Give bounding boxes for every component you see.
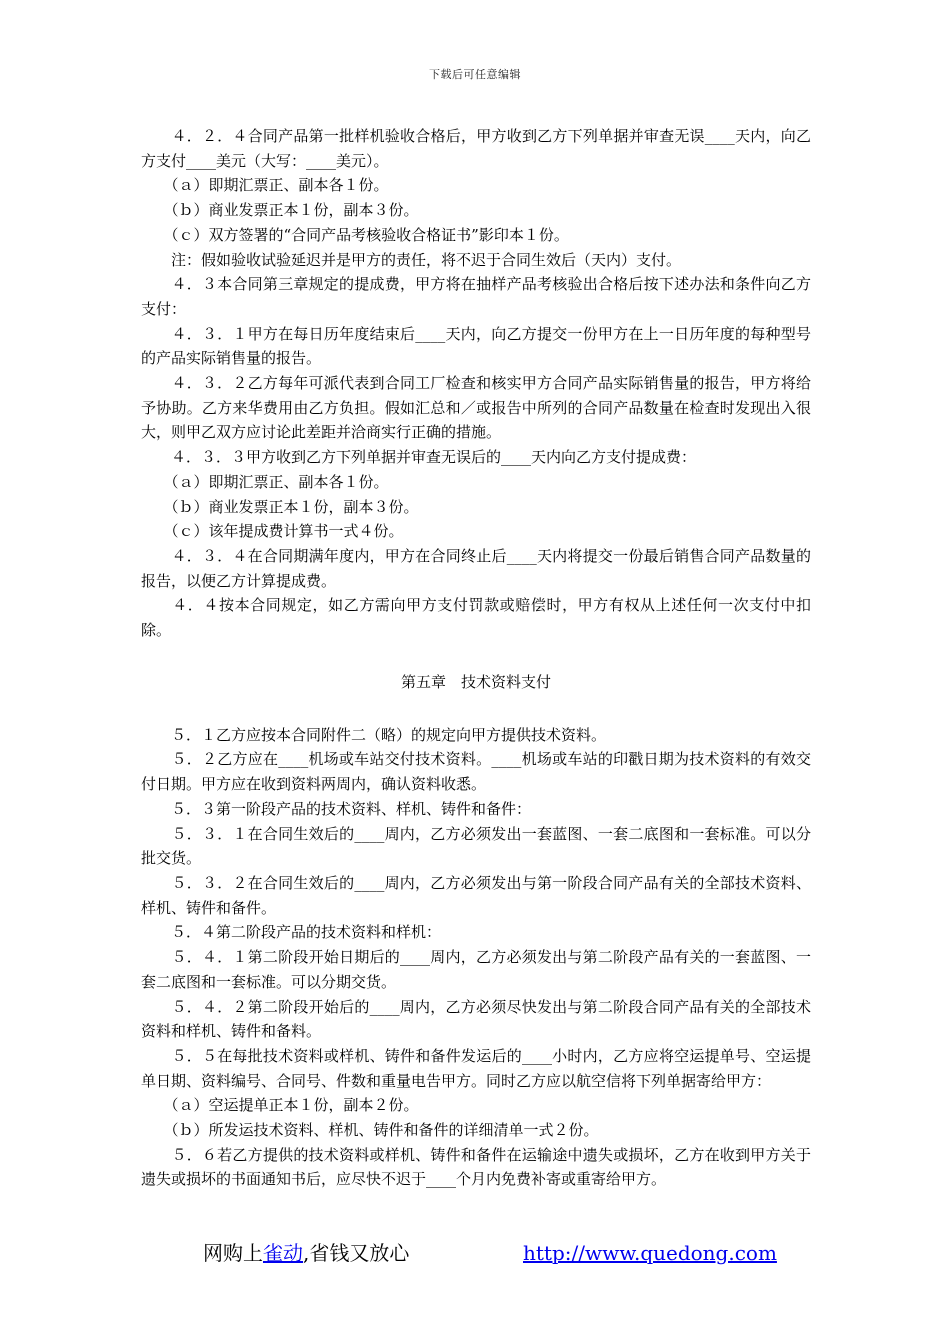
paragraph: ５．６若乙方提供的技术资料或样机、铸件和备件在运输途中遗失或损坏，乙方在收到甲方关于遗失或损坏的书面通知书后，应尽快不迟于____个月内免费补寄或重寄给甲方。 [141,1145,811,1189]
paragraph: （ａ）空运提单正本１份，副本２份。 [141,1096,419,1115]
paragraph: 注：假如验收试验延迟并是甲方的责任，将不迟于合同生效后（天内）支付。 [141,250,682,269]
paragraph: ５．３．１在合同生效后的____周内，乙方必须发出一套蓝图、一套二底图和一套标准。可以分批交货。 [141,824,811,868]
paragraph: ４．２．４合同产品第一批样机验收合格后，甲方收到乙方下列单据并审查无误____天内，向乙方支付____美元（大写：____美元）。 [141,127,811,170]
paragraph: ５．４．１第二阶段开始日期后的____周内，乙方必须发出与第二阶段产品有关的一套蓝图、一套二底图和一套标准。可以分期交货。 [141,948,811,991]
paragraph: ５．２乙方应在____机场或车站交付技术资料。____机场或车站的印戳日期为技术资料的有效交付日期。甲方应在收到资料两周内，确认资料收悉。 [141,750,811,794]
footer-url-link[interactable]: http://www.quedong.com [523,1241,777,1265]
paragraph: （ａ）即期汇票正、副本各１份。 [141,472,389,491]
document-body [141,124,811,1192]
paragraph: ５．４第二阶段产品的技术资料和样机： [141,923,442,942]
paragraph: （ｂ）所发运技术资料、样机、铸件和备件的详细清单一式２份。 [141,1121,599,1140]
page-footer [203,1236,777,1270]
paragraph: ４．３本合同第三章规定的提成费，甲方将在抽样产品考核验出合格后按下述办法和条件向乙方支付： [141,275,811,318]
paragraph: ４．３．４在合同期满年度内，甲方在合同终止后____天内将提交一份最后销售合同产品数量的报告，以便乙方计算提成费。 [141,546,811,590]
chapter-title: 第五章 技术资料支付 [400,672,551,691]
paragraph: ５．４．２第二阶段开始后的____周内，乙方必须尽快发出与第二阶段合同产品有关的全部技术资料和样机、铸件和备料。 [141,997,811,1041]
paragraph: ５．１乙方应按本合同附件二（略）的规定向甲方提供技术资料。 [141,725,607,744]
paragraph: ４．３．１甲方在每日历年度结束后____天内，向乙方提交一份甲方在上一日历年度的每种型号的产品实际销售量的报告。 [141,324,811,368]
paragraph: （ｃ）双方签署的“合同产品考核验收合格证书”影印本１份。 [141,225,569,244]
paragraph: （ｂ）商业发票正本１份，副本３份。 [141,201,419,220]
paragraph: ５．５在每批技术资料或样机、铸件和备件发运后的____小时内，乙方应将空运提单号、空运提单日期、资料编号、合同号、件数和重量电告甲方。同时乙方应以航空信将下列单据寄给甲方： [141,1046,811,1090]
page-header-note: 下载后可任意编辑 [429,68,521,81]
footer-slogan-prefix: 网购上 [203,1241,263,1265]
paragraph: ４．３．２乙方每年可派代表到合同工厂检查和核实甲方合同产品实际销售量的报告，甲方将给予协助。乙方来华费用由乙方负担。假如汇总和／或报告中所列的合同产品数量在检查时发现出入很大，则甲乙双方应讨论此差距并洽商实行正确的措施。 [141,374,811,442]
paragraph: ５．３第一阶段产品的技术资料、样机、铸件和备件： [141,799,532,818]
paragraph: ４．４按本合同规定，如乙方需向甲方支付罚款或赔偿时，甲方有权从上述任何一次支付中扣除。 [141,596,811,640]
footer-brand-link[interactable]: 雀动 [263,1241,303,1265]
footer-slogan-suffix: ,省钱又放心 [303,1241,410,1265]
paragraph: ４．３．３甲方收到乙方下列单据并审查无误后的____天内向乙方支付提成费： [141,448,697,467]
paragraph: （ｂ）商业发票正本１份，副本３份。 [141,497,419,516]
paragraph: ５．３．２在合同生效后的____周内，乙方必须发出与第一阶段合同产品有关的全部技术资料、样机、铸件和备件。 [141,873,811,917]
footer-slogan [203,1236,409,1270]
paragraph: （ａ）即期汇票正、副本各１份。 [141,176,389,195]
paragraph: （ｃ）该年提成费计算书一式４份。 [141,522,404,541]
